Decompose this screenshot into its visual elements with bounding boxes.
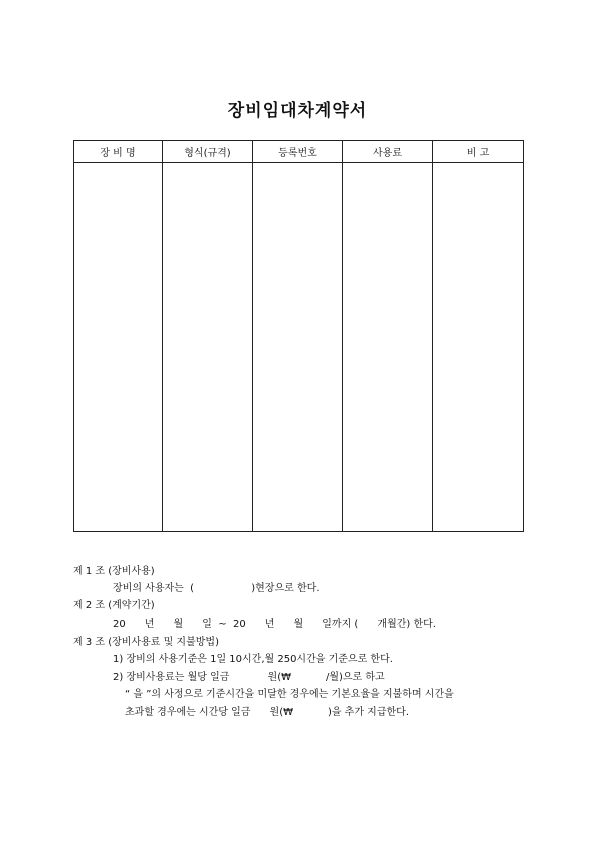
clause-2-line: 20 년 월 일 ~ 20 년 월 일까지 ( 개월간) 한다. [113,619,436,630]
cell-equipment-name [74,163,163,532]
clause-1-heading: 제 1 조 (장비사용) [73,566,155,577]
table-body-row [74,163,524,532]
clause-3-heading: 제 3 조 (장비사용료 및 지불방법) [73,637,219,648]
document-title: 장비임대차계약서 [227,101,368,121]
cell-model-spec [163,163,253,532]
cell-registration-number [253,163,343,532]
header-remarks: 비 고 [433,141,524,163]
header-equipment-name: 장 비 명 [74,141,163,163]
clause-3-line-4: 초과할 경우에는 시간당 일금 원(₩ )을 추가 지급한다. [125,707,410,718]
clause-3-line-1: 1) 장비의 사용기준은 1일 10시간,월 250시간을 기준으로 한다. [113,654,393,665]
cell-usage-fee [343,163,433,532]
clause-2-heading: 제 2 조 (계약기간) [73,600,155,611]
clause-1-line: 장비의 사용자는 ( )현장으로 한다. [113,583,320,594]
clause-3-line-3: “ 을 ”의 사정으로 기준시간을 미달한 경우에는 기본요율을 지불하며 시간을 [125,689,454,700]
equipment-table [73,140,524,532]
header-registration-number: 등록번호 [253,141,343,163]
table-header-row [74,141,524,163]
header-usage-fee: 사용료 [343,141,433,163]
cell-remarks [433,163,524,532]
header-model-spec: 형식(규격) [163,141,253,163]
clause-3-line-2: 2) 장비사용료는 월당 일금 원(₩ /월)으로 하고 [113,672,385,683]
